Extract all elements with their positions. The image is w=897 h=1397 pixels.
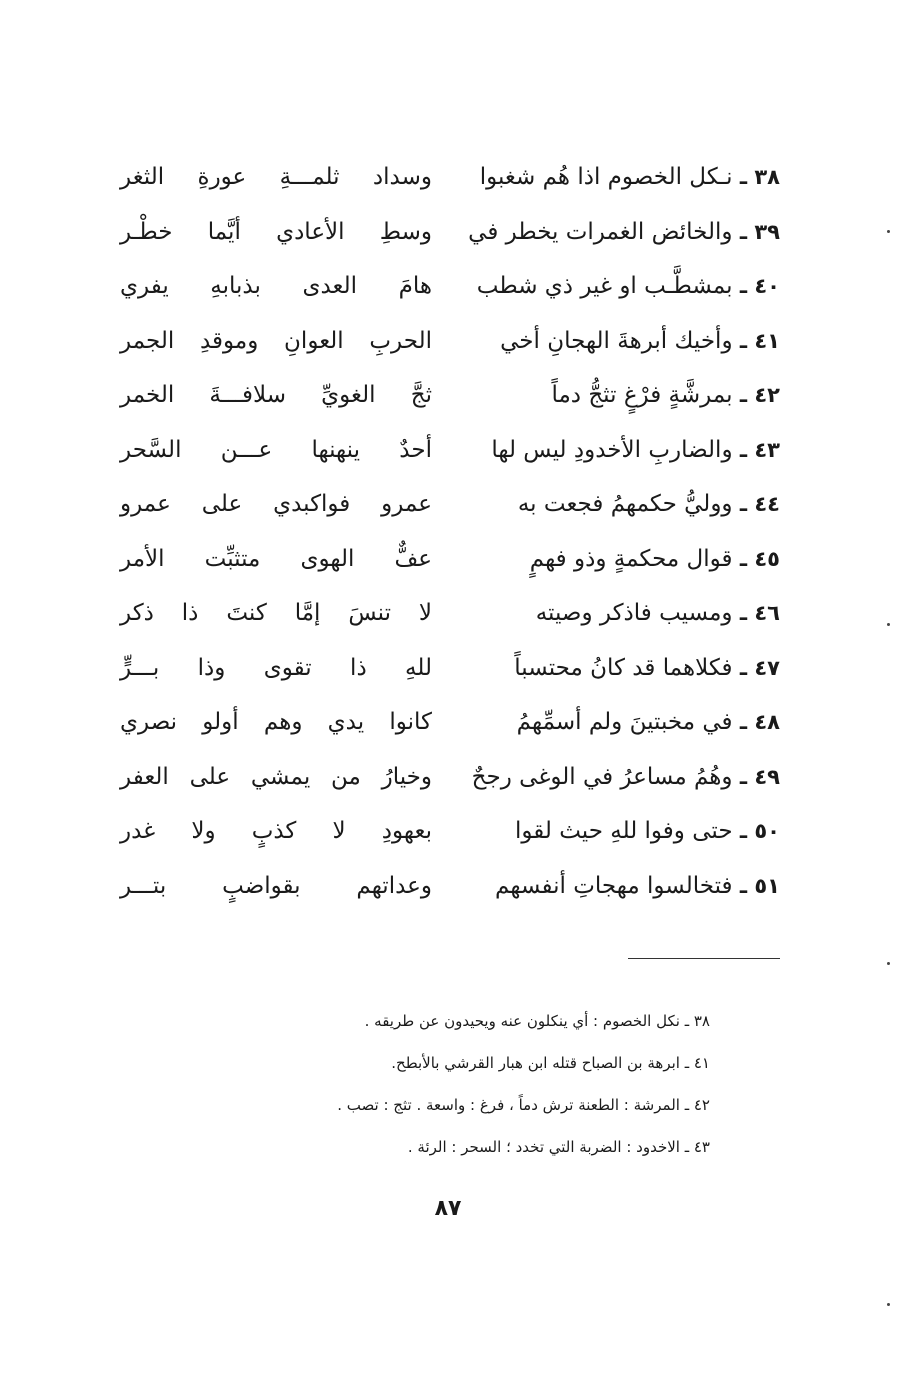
verse-number: ٤٠ ـ [739, 274, 780, 299]
margin-mark [887, 962, 890, 965]
verse-first-text: نـكل الخصوم اذا هُم شغبوا [479, 164, 733, 191]
verse-first-hemistich [460, 219, 780, 245]
verse-row [120, 314, 780, 369]
verse-row [120, 259, 780, 314]
margin-mark [887, 1303, 890, 1306]
verse-first-hemistich [460, 709, 780, 735]
verse-first-hemistich [460, 764, 780, 790]
verse-second-hemistich: عفٌّ الهوى متثبِّت الأمر [120, 545, 432, 572]
verse-second-hemistich: هامَ العدى بذبابهِ يفري [120, 273, 432, 300]
verse-number: ٣٩ ـ [739, 219, 780, 244]
verse-first-hemistich [460, 873, 780, 899]
verse-row [120, 477, 780, 532]
verse-first-text: ووليُّ حكمهمُ فجعت به [517, 491, 733, 518]
verse-number: ٥٠ ـ [739, 819, 780, 844]
verse-number: ٤٣ ـ [739, 437, 780, 462]
page-number: ٨٧ [434, 1196, 462, 1221]
verse-first-hemistich [460, 382, 780, 408]
verse-second-hemistich: للهِ ذا تقوى وذا بـــرٍّ [120, 654, 432, 681]
verse-number: ٤٦ ـ [739, 601, 780, 626]
verse-second-hemistich: الحربِ العوانِ وموقدِ الجمر [120, 327, 432, 354]
verse-first-hemistich [460, 164, 780, 190]
verse-row [120, 150, 780, 205]
verse-second-hemistich: كانوا يدي وهم أولو نصري [120, 709, 432, 736]
footnote: ٣٨ ـ نكل الخصوم : أي ينكلون عنه ويحيدون عن طريقه . [364, 1012, 710, 1030]
verse-number: ٤٥ ـ [739, 546, 780, 571]
verse-first-hemistich [460, 273, 780, 299]
verse-second-hemistich: لا تنسَ إمَّا كنتَ ذا ذكر [120, 600, 432, 627]
verse-row [120, 804, 780, 859]
verse-first-text: في مخبتينَ ولم أسمِّهمُ [516, 709, 733, 736]
verse-first-hemistich [460, 818, 780, 844]
verse-number: ٤٤ ـ [739, 492, 780, 517]
verse-second-hemistich: وعداتهم بقواضبٍ بتـــر [120, 872, 432, 899]
verse-number: ٥١ ـ [739, 873, 780, 898]
footnote: ٤٣ ـ الاخدود : الضربة التي تخدد ؛ السحر : الرئة . [407, 1138, 710, 1156]
footnote: ٤٢ ـ المرشة : الطعنة ترش دماً ، فرغ : واسعة . تثج : تصب . [337, 1096, 710, 1114]
margin-mark [887, 623, 890, 626]
verse-row [120, 695, 780, 750]
verse-row [120, 423, 780, 478]
verse-row [120, 641, 780, 696]
verse-first-text: وأخيك أبرهةَ الهجانِ أخي [500, 327, 733, 354]
poem-verses [120, 150, 780, 913]
verse-second-hemistich: وخيارُ من يمشي على العفر [120, 763, 432, 790]
verse-first-hemistich [460, 546, 780, 572]
verse-second-hemistich: أحدٌ ينهنها عـــن السَّحر [120, 436, 432, 463]
verse-row [120, 368, 780, 423]
verse-first-hemistich [460, 600, 780, 626]
verse-number: ٣٨ ـ [739, 165, 780, 190]
verse-second-hemistich: ثجَّ الغويِّ سلافـــةَ الخمر [120, 382, 432, 409]
verse-row [120, 859, 780, 914]
verse-first-text: والضاربِ الأخدودِ ليس لها [491, 436, 733, 463]
verse-number: ٤٨ ـ [739, 710, 780, 735]
footnote: ٤١ ـ ابرهة بن الصباح قتله ابن هبار القرشي بالأبطح. [391, 1054, 710, 1072]
verse-first-hemistich [460, 655, 780, 681]
verse-second-hemistich: وسطِ الأعادي أيَّما خطْـر [120, 218, 432, 245]
verse-row [120, 532, 780, 587]
margin-mark [887, 230, 890, 233]
verse-second-hemistich: عمرو فواكبدي على عمرو [120, 491, 432, 518]
verse-number: ٤٧ ـ [739, 655, 780, 680]
verse-number: ٤٢ ـ [739, 383, 780, 408]
verse-first-hemistich [460, 328, 780, 354]
verse-number: ٤٩ ـ [739, 764, 780, 789]
footnotes [200, 1000, 710, 1168]
verse-row [120, 205, 780, 260]
verse-number: ٤١ ـ [739, 328, 780, 353]
verse-row [120, 586, 780, 641]
verse-first-text: فتخالسوا مهجاتِ أنفسهم [495, 872, 733, 899]
verse-row [120, 750, 780, 805]
verse-first-text: ومسيب فاذكر وصيته [535, 600, 733, 627]
verse-first-text: فكلاهما قد كانُ محتسباً [514, 654, 733, 681]
verse-second-hemistich: بعهودِ لا كذبٍ ولا غدر [120, 818, 432, 845]
verse-first-hemistich [460, 437, 780, 463]
verse-second-hemistich: وسداد ثلمـــةِ عورةِ الثغر [120, 164, 432, 191]
verse-first-text: بمرشَّةٍ فرْغٍ تثجُّ دماً [551, 382, 733, 409]
verse-first-text: حتى وفوا للهِ حيث لقوا [514, 818, 733, 845]
verse-first-hemistich [460, 491, 780, 517]
footnote-divider [628, 958, 780, 959]
verse-first-text: بمشطَّـب او غير ذي شطب [476, 273, 733, 300]
verse-first-text: قوال محكمةٍ وذو فهمٍ [529, 545, 733, 572]
verse-first-text: والخائض الغمرات يخطر في [468, 218, 733, 245]
verse-first-text: وهُمُ مساعرُ في الوغى رجحٌ [471, 763, 733, 790]
